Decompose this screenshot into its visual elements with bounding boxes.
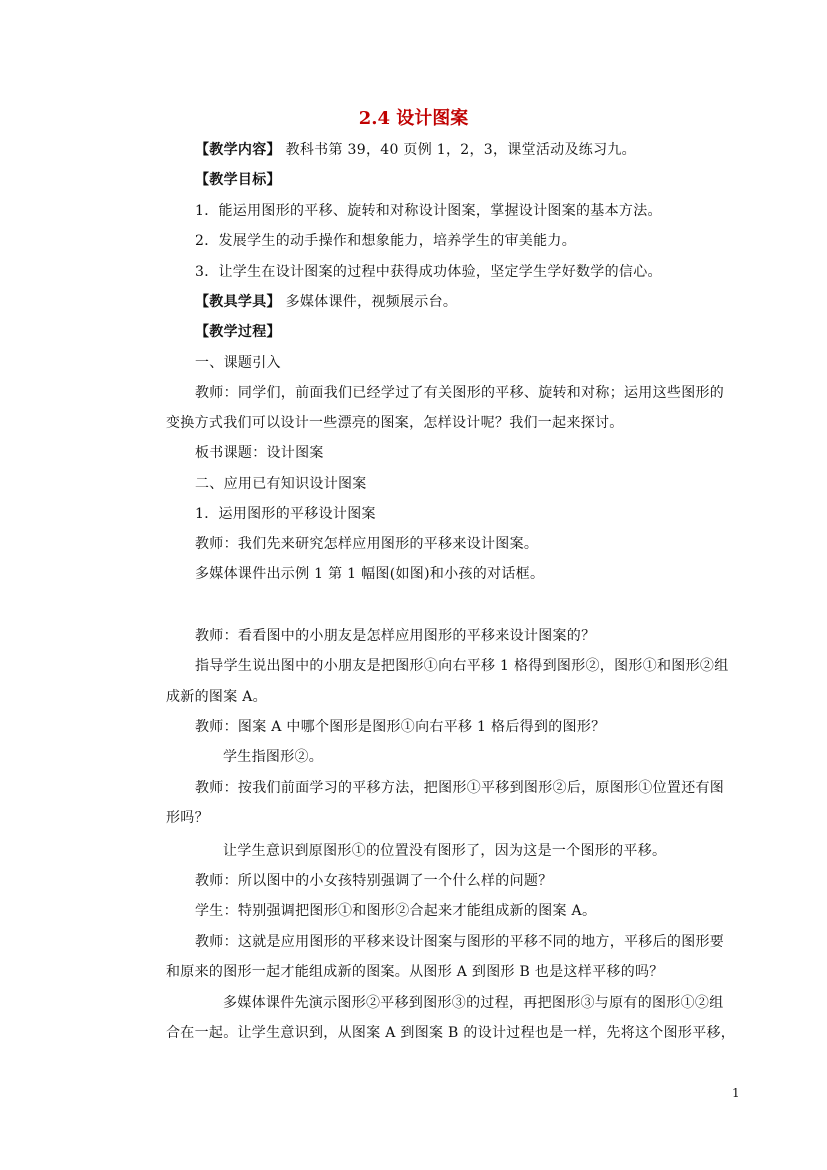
text-line: 让学生意识到原图形①的位置没有图形了，因为这是一个图形的平移。 xyxy=(223,843,667,859)
text-line: 多媒体课件先演示图形②平移到图形③的过程，再把图形③与原有的图形①②组 xyxy=(223,995,724,1011)
text-line: 学生：特别强调把图形①和图形②合起来才能组成新的图案 A。 xyxy=(195,903,597,919)
line-teaching-content xyxy=(195,140,636,160)
text-line: 板书课题：设计图案 xyxy=(195,445,324,461)
section-label: 【教学内容】 xyxy=(195,142,281,158)
text-line: 教师：同学们，前面我们已经学过了有关图形的平移、旋转和对称；运用这些图形的 xyxy=(195,385,725,401)
section-label: 【教具学具】 xyxy=(195,294,281,310)
text-line: 一、课题引入 xyxy=(195,355,281,371)
section-label: 【教学过程】 xyxy=(195,324,281,340)
text-line: 指导学生说出图中的小朋友是把图形①向右平移 1 格得到图形②，图形①和图形②组 xyxy=(195,658,729,674)
text-line: 教师：看看图中的小朋友是怎样应用图形的平移来设计图案的？ xyxy=(195,628,596,644)
line-teaching-goals xyxy=(195,170,281,190)
text-line: 2．发展学生的动手操作和想象能力，培养学生的审美能力。 xyxy=(195,233,577,249)
text-line: 1．运用图形的平移设计图案 xyxy=(195,506,376,522)
text-line: 学生指图形②。 xyxy=(223,749,324,765)
text-line: 二、应用已有知识设计图案 xyxy=(195,476,367,492)
text-line: 教师：按我们前面学习的平移方法，把图形①平移到图形②后，原图形①位置还有图 xyxy=(195,780,725,796)
line-text: 教科书第 39，40 页例 1，2，3，课堂活动及练习九。 xyxy=(285,142,636,158)
page-number: 1 xyxy=(732,1086,740,1100)
text-line: 变换方式我们可以设计一些漂亮的图案，怎样设计呢？我们一起来探讨。 xyxy=(166,415,624,431)
text-line: 成新的图案 A。 xyxy=(166,689,267,705)
text-line: 形吗？ xyxy=(166,810,209,826)
text-line: 1．能运用图形的平移、旋转和对称设计图案，掌握设计图案的基本方法。 xyxy=(195,203,662,219)
text-line: 和原来的图形一起才能组成新的图案。从图形 A 到图形 B 也是这样平移的吗？ xyxy=(166,964,664,980)
text-line: 3．让学生在设计图案的过程中获得成功体验，坚定学生学好数学的信心。 xyxy=(195,264,662,280)
line-teaching-aids xyxy=(195,292,457,312)
line-text: 多媒体课件，视频展示台。 xyxy=(285,294,458,310)
text-line: 教师：所以图中的小女孩特别强调了一个什么样的问题？ xyxy=(195,873,553,889)
text-line: 合在一起。让学生意识到，从图案 A 到图案 B 的设计过程也是一样，先将这个图形平移， xyxy=(166,1025,736,1041)
text-line: 教师：我们先来研究怎样应用图形的平移来设计图案。 xyxy=(195,536,539,552)
line-teaching-process xyxy=(195,322,281,342)
text-line: 多媒体课件出示例 1 第 1 幅图(如图)和小孩的对话框。 xyxy=(195,566,545,582)
section-label: 【教学目标】 xyxy=(195,172,281,188)
page-title: 2.4 设计图案 xyxy=(358,108,469,129)
text-line: 教师：这就是应用图形的平移来设计图案与图形的平移不同的地方，平移后的图形要 xyxy=(195,934,725,950)
text-line: 教师：图案 A 中哪个图形是图形①向右平移 1 格后得到的图形？ xyxy=(195,719,606,735)
